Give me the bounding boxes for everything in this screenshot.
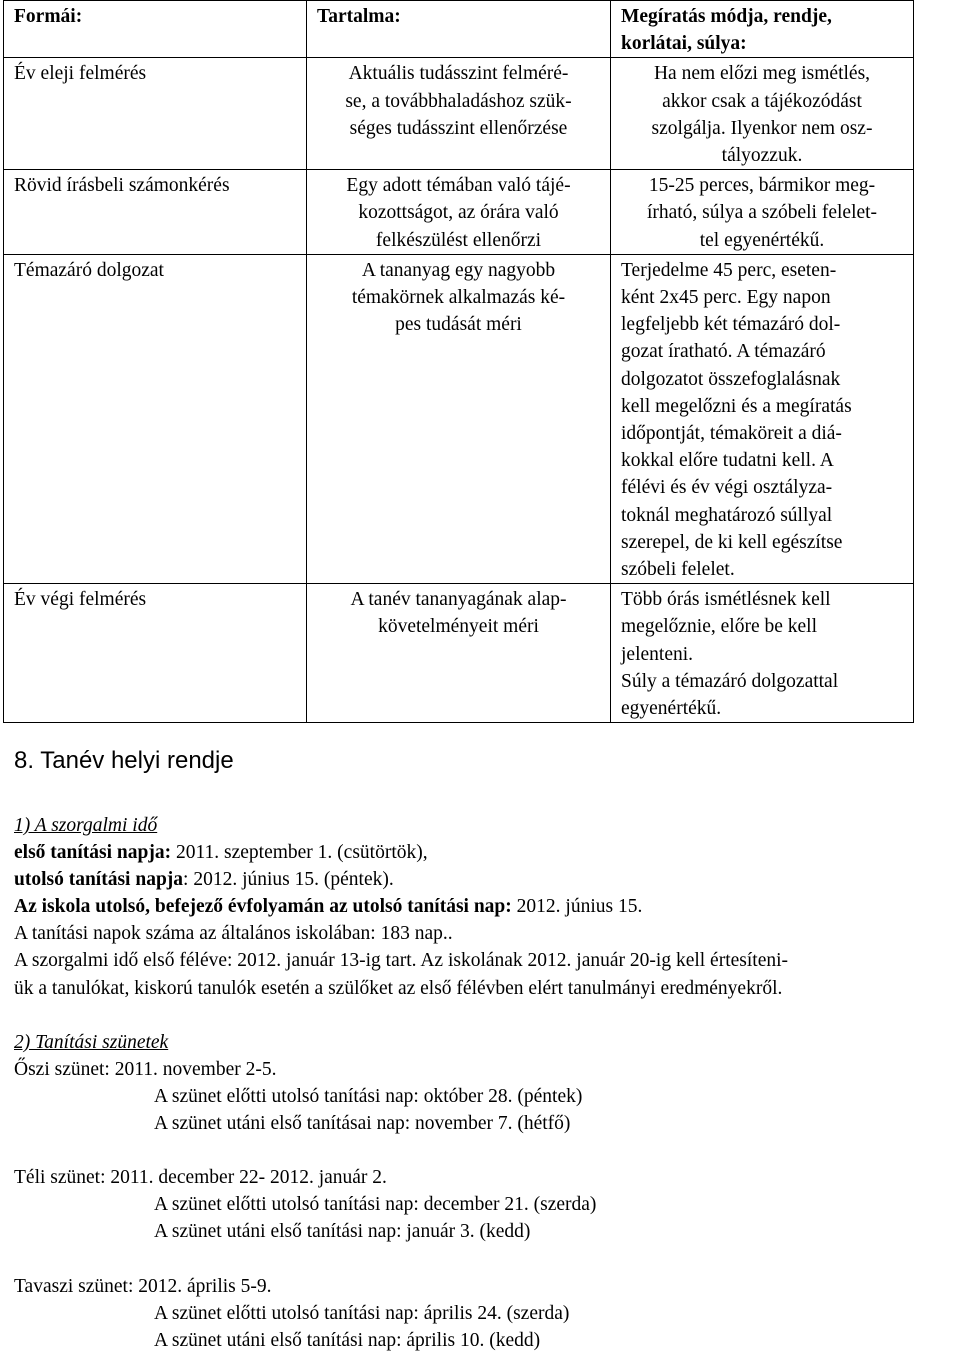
winter-after: A szünet utáni első tanítási nap: január 3. (kedd) (154, 1221, 531, 1243)
last-day-line (14, 866, 954, 893)
row-content: A tananyag egy nagyobb témakörnek alkalmazás ké- pes tudását méri (307, 254, 611, 583)
row-method: Több órás ismétlésnek kell megelőznie, előre be kell jelenteni. Súly a témazáró dolgozattal egyenértékű. (611, 584, 914, 723)
header-forms: Formái: (4, 1, 307, 58)
row-method: 15-25 perces, bármikor meg- írható, súlya a szóbeli felelet- tel egyenértékű. (611, 170, 914, 255)
section-body (14, 812, 954, 1354)
row-content: Aktuális tudásszint felméré- se, a továbbhaladáshoz szük- séges tudásszint ellenőrzése (307, 58, 611, 170)
spring-break: Tavaszi szünet: 2012. április 5-9. (14, 1275, 272, 1297)
row-form: Témazáró dolgozat (4, 254, 307, 583)
final-grade-value: 2012. június 15. (511, 896, 643, 918)
autumn-break: Őszi szünet: 2011. november 2-5. (14, 1058, 277, 1080)
autumn-before: A szünet előtti utolsó tanítási nap: október 28. (péntek) (154, 1085, 583, 1107)
semester-line: ük a tanulókat, kiskorú tanulók esetén a szülőket az első félévben elért tanulmányi eredményekről. (14, 977, 783, 999)
days-count-line: A tanítási napok száma az általános iskolában: 183 nap.. (14, 923, 453, 945)
spring-before: A szünet előtti utolsó tanítási nap: április 24. (szerda) (154, 1302, 570, 1324)
table-row (4, 584, 914, 723)
final-grade-label: Az iskola utolsó, befejező évfolyamán az utolsó tanítási nap: (14, 896, 512, 918)
winter-before: A szünet előtti utolsó tanítási nap: december 21. (szerda) (154, 1194, 597, 1216)
first-day-label: első tanítási napja: (14, 842, 172, 864)
row-content: Egy adott témában való tájé- kozottságot, az órára való felkészülést ellenőrzi (307, 170, 611, 255)
header-content: Tartalma: (307, 1, 611, 58)
last-day-value: : 2012. június 15. (péntek). (183, 869, 394, 891)
last-day-label: utolsó tanítási napja (14, 869, 184, 891)
autumn-after: A szünet utáni első tanításai nap: november 7. (hétfő) (154, 1113, 571, 1135)
final-grade-line (14, 893, 954, 920)
table-header-row (4, 1, 914, 58)
row-method: Ha nem előzi meg ismétlés, akkor csak a tájékozódást szolgálja. Ilyenkor nem osz- tályozzuk. (611, 58, 914, 170)
table-row (4, 254, 914, 583)
row-form: Év eleji felmérés (4, 58, 307, 170)
row-form: Év végi felmérés (4, 584, 307, 723)
winter-break: Téli szünet: 2011. december 22- 2012. január 2. (14, 1167, 387, 1189)
row-form: Rövid írásbeli számonkérés (4, 170, 307, 255)
semester-line: A szorgalmi idő első féléve: 2012. január 13-ig tart. Az iskolának 2012. január 20-ig kell értesíteni- (14, 950, 789, 972)
subheading-study-period: 1) A szorgalmi idő (14, 815, 158, 836)
table-row (4, 170, 914, 255)
header-method: Megíratás módja, rendje, korlátai, súlya: (611, 1, 914, 58)
subheading-breaks: 2) Tanítási szünetek (14, 1031, 169, 1053)
first-day-line (14, 839, 954, 866)
row-content: A tanév tananyagának alap- követelményeit méri (307, 584, 611, 723)
first-day-value: 2011. szeptember 1. (csütörtök), (171, 842, 428, 864)
assessment-table (3, 0, 914, 723)
spring-after: A szünet utáni első tanítási nap: április 10. (kedd) (154, 1329, 541, 1351)
table-row (4, 58, 914, 170)
section-title: 8. Tanév helyi rendje (14, 747, 234, 774)
row-method: Terjedelme 45 perc, eseten- ként 2x45 perc. Egy napon legfeljebb két témazáró dol- gozat íratható. A témazáró dolgozatot összefoglalásnak kell megelőzni és a megíratás időpontját, témaköreit a diá- kokkal előre tudatni kell. A félévi és év végi osztályza- toknál meghatározó súllyal szerepel, de ki kell egészítse szóbeli felelet. (611, 254, 914, 583)
